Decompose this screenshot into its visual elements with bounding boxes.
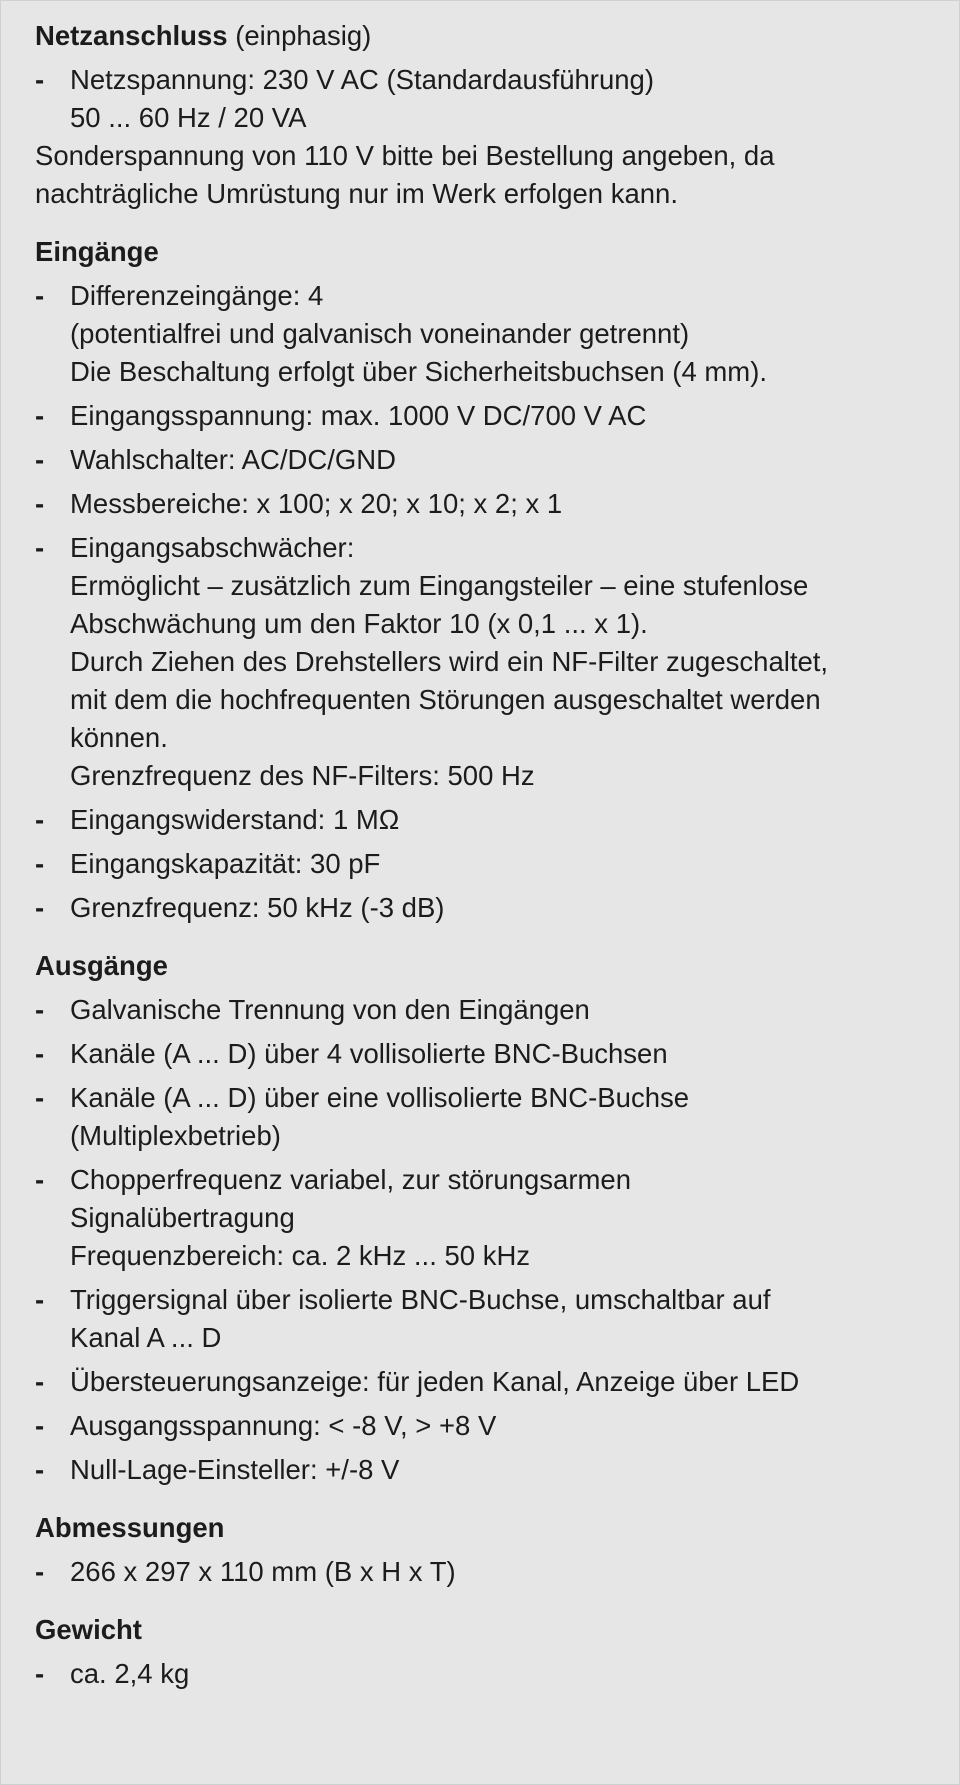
bullet-dash: - [35,1082,45,1113]
section-title: Abmessungen [35,1512,225,1543]
note-line: nachträgliche Umrüstung nur im Werk erfolgen kann. [35,178,678,209]
item-line: Abschwächung um den Faktor 10 (x 0,1 ... x 1). [70,608,648,639]
note-line: Sonderspannung von 110 V bitte bei Bestellung angeben, da [35,140,775,171]
item-line: Chopperfrequenz variabel, zur störungsarmen [70,1164,631,1195]
item-line: ca. 2,4 kg [70,1658,190,1689]
item-line: Null-Lage-Einsteller: +/-8 V [70,1454,400,1485]
spec-item [35,801,939,839]
bullet-dash: - [35,1454,45,1485]
bullet-dash: - [35,1410,45,1441]
bullet-dash: - [35,1366,45,1397]
spec-item [35,889,939,927]
item-line: Signalübertragung [70,1202,295,1233]
bullet-dash: - [35,400,45,431]
item-line: Grenzfrequenz: 50 kHz (-3 dB) [70,892,445,923]
section-title: Eingänge [35,236,159,267]
section-title-text: Netzanschluss [35,20,228,51]
section-gewicht [35,1611,939,1693]
bullet-dash: - [35,488,45,519]
spec-item [35,1363,939,1401]
section-eingaenge [35,233,939,927]
bullet-dash: - [35,1284,45,1315]
section-title [35,17,939,55]
section-abmessungen [35,1509,939,1591]
spec-item [35,1281,939,1357]
item-line: Eingangswiderstand: 1 MΩ [70,804,400,835]
bullet-dash: - [35,532,45,563]
spec-item [35,1161,939,1275]
bullet-dash: - [35,444,45,475]
spec-item [35,1035,939,1073]
spec-item [35,277,939,391]
spec-item [35,61,939,137]
bullet-dash: - [35,1556,45,1587]
item-line: Eingangsabschwächer: [70,532,355,563]
bullet-dash: - [35,994,45,1025]
spec-item [35,1553,939,1591]
item-line: Triggersignal über isolierte BNC-Buchse, umschaltbar auf [70,1284,771,1315]
bullet-dash: - [35,804,45,835]
item-line: Kanal A ... D [70,1322,222,1353]
item-line: (Multiplexbetrieb) [70,1120,281,1151]
item-line: Eingangsspannung: max. 1000 V DC/700 V AC [70,400,647,431]
spec-item [35,1407,939,1445]
bullet-dash: - [35,848,45,879]
section-title: Gewicht [35,1614,142,1645]
section-title-suffix: (einphasig) [227,20,372,51]
item-line: Messbereiche: x 100; x 20; x 10; x 2; x 1 [70,488,563,519]
bullet-dash: - [35,1658,45,1689]
bullet-dash: - [35,280,45,311]
item-line: Kanäle (A ... D) über eine vollisolierte BNC-Buchse [70,1082,690,1113]
spec-item [35,1655,939,1693]
spec-item [35,529,939,795]
item-line: Frequenzbereich: ca. 2 kHz ... 50 kHz [70,1240,531,1271]
item-line: 50 ... 60 Hz / 20 VA [70,102,307,133]
item-line: Ausgangsspannung: < -8 V, > +8 V [70,1410,497,1441]
item-line: Durch Ziehen des Drehstellers wird ein NF-Filter zugeschaltet, [70,646,829,677]
item-line: können. [70,722,168,753]
spec-item [35,485,939,523]
section-ausgaenge [35,947,939,1489]
bullet-dash: - [35,892,45,923]
item-line: Grenzfrequenz des NF-Filters: 500 Hz [70,760,535,791]
bullet-dash: - [35,64,45,95]
item-line: mit dem die hochfrequenten Störungen ausgeschaltet werden [70,684,821,715]
spec-item [35,991,939,1029]
spec-item [35,1451,939,1489]
item-line: 266 x 297 x 110 mm (B x H x T) [70,1556,456,1587]
section-title: Ausgänge [35,950,168,981]
item-line: Differenzeingänge: 4 [70,280,324,311]
spec-content [35,17,939,1693]
item-line: Kanäle (A ... D) über 4 vollisolierte BNC-Buchsen [70,1038,668,1069]
item-line: Wahlschalter: AC/DC/GND [70,444,396,475]
item-line: (potentialfrei und galvanisch voneinander getrennt) [70,318,690,349]
item-line: Galvanische Trennung von den Eingängen [70,994,590,1025]
section-netzanschluss [35,17,939,213]
bullet-dash: - [35,1164,45,1195]
spec-item [35,845,939,883]
item-line: Übersteuerungsanzeige: für jeden Kanal, Anzeige über LED [70,1366,800,1397]
bullet-dash: - [35,1038,45,1069]
spec-item [35,1079,939,1155]
item-line: Ermöglicht – zusätzlich zum Eingangsteiler – eine stufenlose [70,570,809,601]
spec-item [35,441,939,479]
item-line: Eingangskapazität: 30 pF [70,848,381,879]
spec-item [35,397,939,435]
item-line: Die Beschaltung erfolgt über Sicherheitsbuchsen (4 mm). [70,356,768,387]
item-line: Netzspannung: 230 V AC (Standardausführung) [70,64,654,95]
